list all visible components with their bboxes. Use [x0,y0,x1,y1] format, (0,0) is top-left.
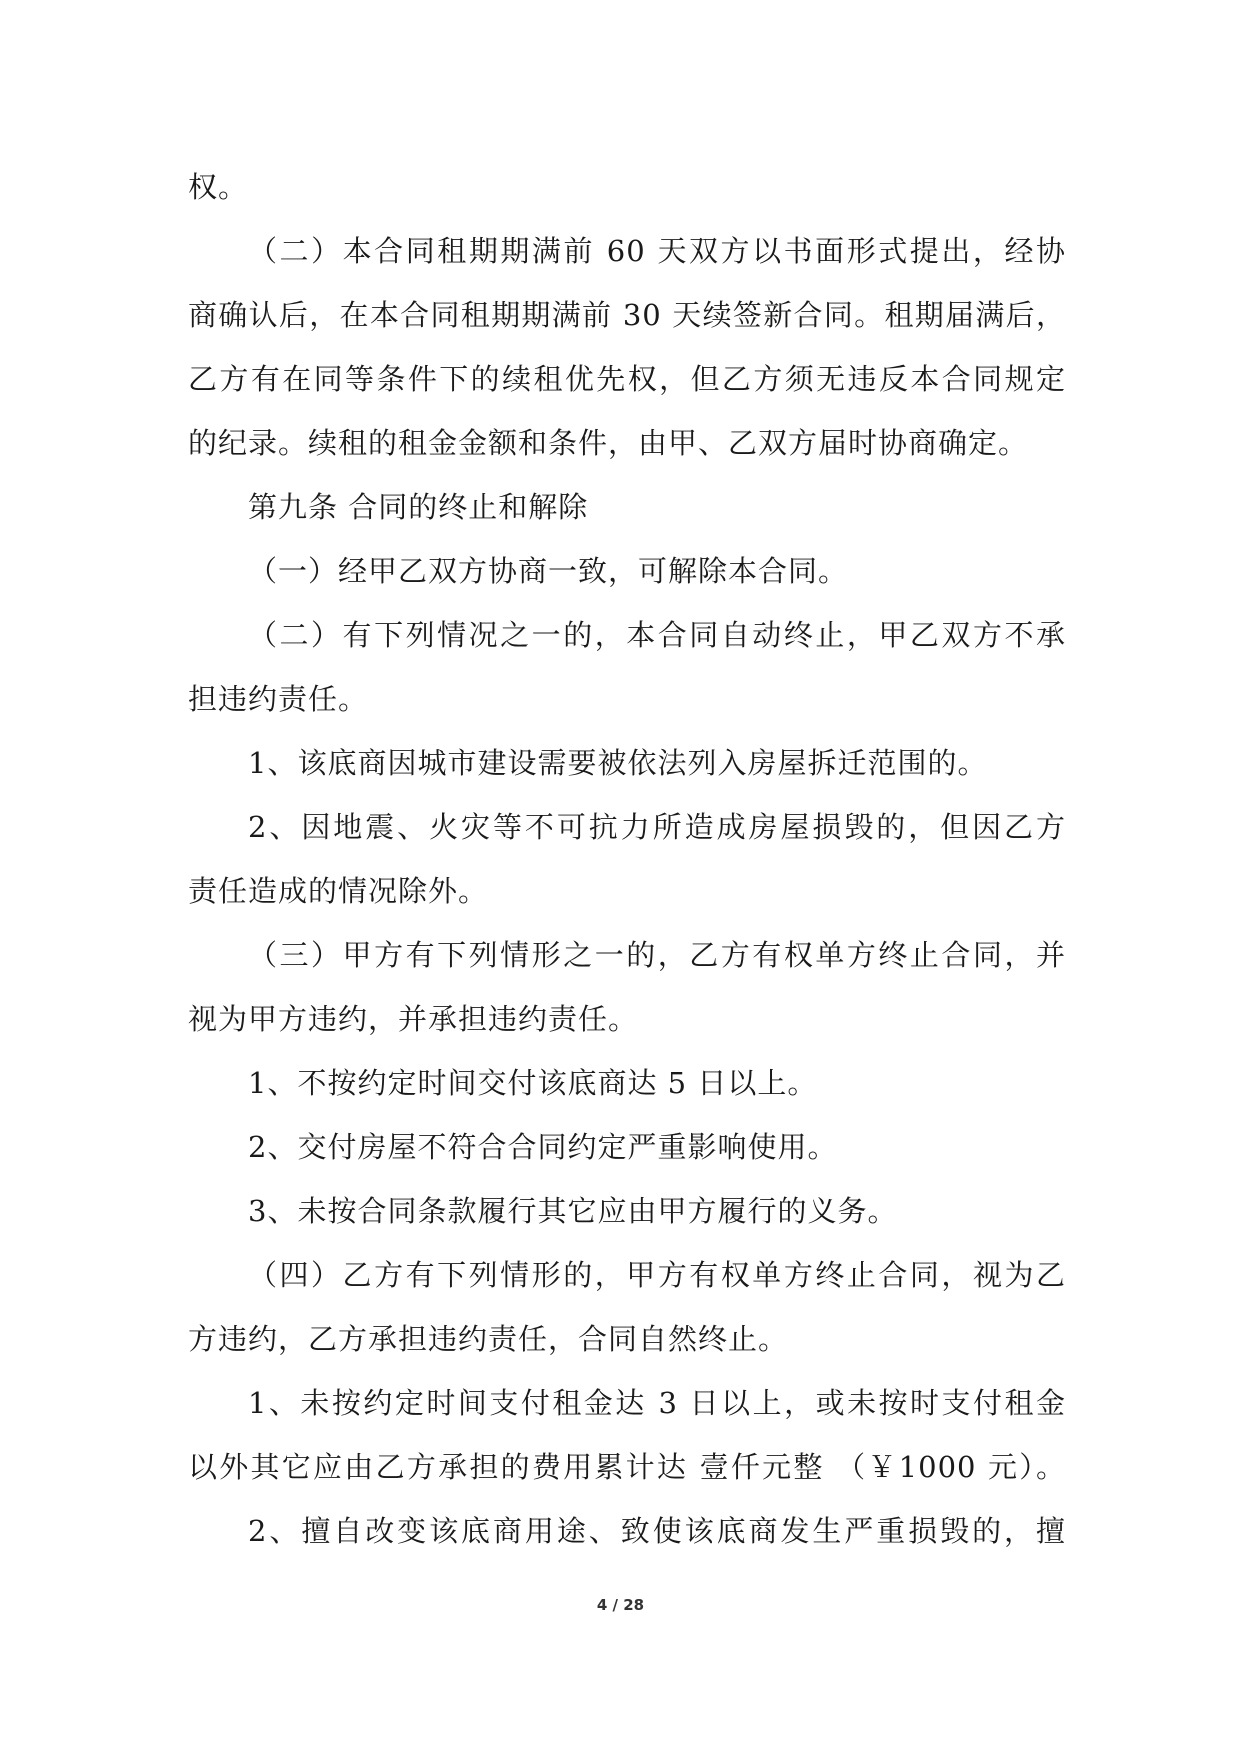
paragraph-line: （四）乙方有下列情形的，甲方有权单方终止合同，视为乙 [248,1258,1066,1292]
paragraph-line: （二）本合同租期期满前 60 天双方以书面形式提出，经协 [248,234,1066,268]
list-item: 1、该底商因城市建设需要被依法列入房屋拆迁范围的。 [248,746,988,780]
list-item: 1、未按约定时间支付租金达 3 日以上，或未按时支付租金 [248,1386,1066,1420]
paragraph-line: 乙方有在同等条件下的续租优先权，但乙方须无违反本合同规定 [188,362,1066,396]
page-number: 4 / 28 [596,1596,645,1614]
paragraph-line: 商确认后，在本合同租期期满前 30 天续签新合同。租期届满后， [188,298,1066,332]
section-heading: 第九条 合同的终止和解除 [248,490,589,524]
paragraph-line: 权。 [188,170,249,204]
list-item: 2、擅自改变该底商用途、致使该底商发生严重损毁的，擅 [248,1514,1066,1548]
paragraph-line: 视为甲方违约，并承担违约责任。 [188,1002,639,1036]
list-item: 2、交付房屋不符合合同约定严重影响使用。 [248,1130,838,1164]
paragraph-line: 以外其它应由乙方承担的费用累计达 壹仟元整 （￥1000 元）。 [188,1450,1066,1484]
paragraph-line: 的纪录。续租的租金金额和条件，由甲、乙双方届时协商确定。 [188,426,1029,460]
list-item: 1、不按约定时间交付该底商达 5 日以上。 [248,1066,818,1100]
document-body [188,155,1066,1563]
list-item: 2、因地震、火灾等不可抗力所造成房屋损毁的，但因乙方 [248,810,1066,844]
paragraph-line: 责任造成的情况除外。 [188,874,489,908]
paragraph-line: 方违约，乙方承担违约责任，合同自然终止。 [188,1322,789,1356]
paragraph-line: （三）甲方有下列情形之一的，乙方有权单方终止合同，并 [248,938,1066,972]
paragraph-line: （二）有下列情况之一的，本合同自动终止，甲乙双方不承 [248,618,1066,652]
paragraph-line: 担违约责任。 [188,682,369,716]
list-item: 3、未按合同条款履行其它应由甲方履行的义务。 [248,1194,898,1228]
paragraph-line: （一）经甲乙双方协商一致，可解除本合同。 [248,554,849,588]
